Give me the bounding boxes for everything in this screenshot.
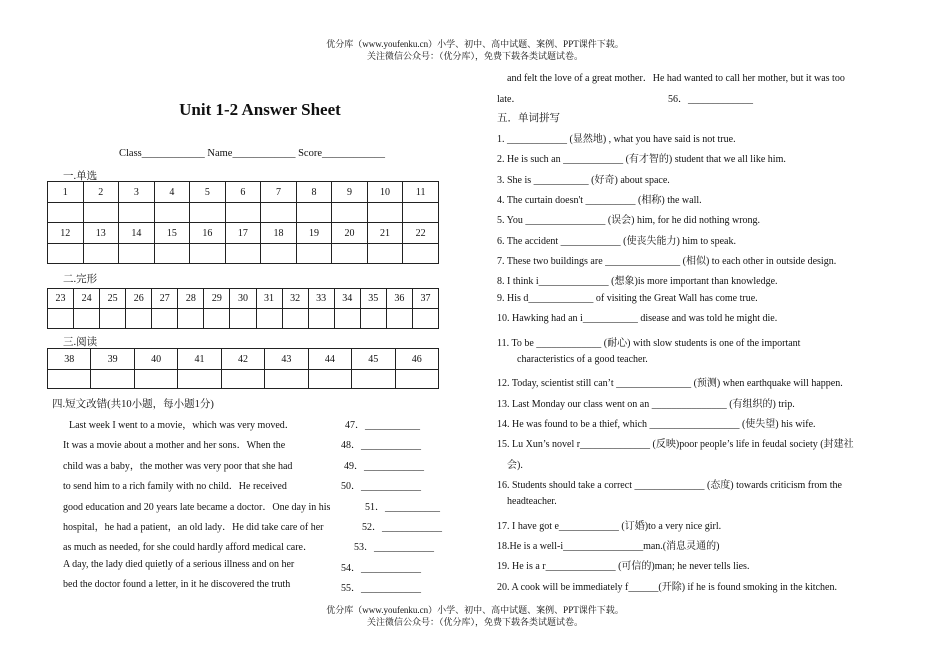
- cloze-number-label: 25: [100, 289, 126, 309]
- single-choice-number-label: 19: [296, 223, 332, 244]
- single-choice-answer-cell[interactable]: [154, 244, 190, 264]
- single-choice-answer-cell[interactable]: [48, 203, 84, 223]
- cloze-number-label: 34: [334, 289, 360, 309]
- single-choice-number-label: 11: [403, 182, 439, 203]
- cloze-answer-cell[interactable]: [412, 309, 438, 329]
- single-choice-number-label: 8: [296, 182, 332, 203]
- single-choice-number-label: 10: [367, 182, 403, 203]
- reading-answer-cell[interactable]: [178, 370, 221, 389]
- spelling-item: 18.He is a well-i________________man.(消息灵通的): [497, 541, 720, 552]
- spelling-item: 10. Hawking had an i___________ disease and was told he might die.: [497, 313, 778, 325]
- reading-table: [47, 348, 439, 389]
- single-choice-number-label: 1: [48, 182, 84, 203]
- section2-heading: 二.完形: [63, 274, 98, 285]
- passage-continuation-1: and felt the love of a great mother．He had wanted to call her mother, but it was too: [507, 73, 845, 84]
- reading-answer-cell[interactable]: [48, 370, 91, 389]
- single-choice-answer-cell[interactable]: [119, 203, 155, 223]
- cloze-answer-cell[interactable]: [178, 309, 204, 329]
- header-line-2: 关注微信公众号：（优分库），免费下载各类试题试卷。: [366, 51, 583, 61]
- passage-line: as much as needed, for she could hardly afford medical care．: [63, 542, 313, 554]
- cloze-answer-cell[interactable]: [334, 309, 360, 329]
- reading-answer-cell[interactable]: [308, 370, 351, 389]
- cloze-answer-cell[interactable]: [360, 309, 386, 329]
- spelling-item: 17. I have got e____________ (订婚)to a very nice girl.: [497, 520, 722, 532]
- section4-heading: 四.短文改错(共10小题，每小题1分): [52, 399, 214, 410]
- footer-line-1: 优分库（www.youfenku.cn）小学、初中、高中试题、案例、PPT课件下载。: [326, 605, 624, 615]
- single-choice-number-label: 6: [225, 182, 261, 203]
- single-choice-answer-cell[interactable]: [261, 244, 297, 264]
- spelling-item: 11. To be _____________ (耐心) with slow students is one of the important: [497, 337, 801, 349]
- spelling-item: headteacher.: [507, 496, 557, 508]
- spelling-item: 16. Students should take a correct ______________ (态度) towards criticism from the: [497, 479, 842, 491]
- cloze-answer-cell[interactable]: [386, 309, 412, 329]
- spelling-item: 13. Last Monday our class went on an _______________ (有组织的) trip.: [497, 398, 795, 410]
- passage-line: hospital，he had a patient，an old lady．He did take care of her: [63, 522, 324, 533]
- single-choice-answer-cell[interactable]: [83, 244, 119, 264]
- spelling-item: 5. You ________________ (误会) him, for he did nothing wrong.: [497, 215, 761, 227]
- header-line-1: 优分库（www.youfenku.cn）小学、初中、高中试题、案例、PPT课件下载。: [326, 39, 624, 49]
- single-choice-table: [47, 181, 439, 264]
- single-choice-answer-cell[interactable]: [367, 244, 403, 264]
- single-choice-answer-cell[interactable]: [190, 244, 226, 264]
- spelling-item: 3. She is ___________ (好奇) about space.: [497, 174, 670, 186]
- single-choice-number-label: 7: [261, 182, 297, 203]
- reading-number-label: 44: [308, 349, 351, 370]
- answer-blank[interactable]: 50．____________: [341, 481, 421, 493]
- single-choice-number-label: 3: [119, 182, 155, 203]
- page-title: Unit 1-2 Answer Sheet: [179, 100, 341, 119]
- single-choice-answer-cell[interactable]: [83, 203, 119, 223]
- passage-line: child was a baby，the mother was very poor that she had: [63, 460, 293, 472]
- single-choice-number-label: 16: [190, 223, 226, 244]
- answer-blank[interactable]: 47．___________: [345, 420, 420, 431]
- answer-blank[interactable]: 53．____________: [354, 542, 434, 554]
- cloze-answer-cell[interactable]: [204, 309, 230, 329]
- reading-answer-cell[interactable]: [91, 370, 134, 389]
- single-choice-answer-cell[interactable]: [403, 244, 439, 264]
- passage-continuation-2: late．: [497, 94, 522, 105]
- single-choice-number-label: 9: [332, 182, 368, 203]
- student-info-line: Class____________ Name____________ Score____________: [119, 148, 385, 159]
- spelling-item: 1. ____________ (显然地) , what you have said is not true.: [497, 134, 736, 145]
- spelling-item: 20. A cook will be immediately f______(开除) if he is found smoking in the kitchen.: [497, 581, 837, 593]
- answer-blank[interactable]: 55．____________: [341, 583, 421, 595]
- single-choice-number-label: 22: [403, 223, 439, 244]
- cloze-number-label: 32: [282, 289, 308, 309]
- cloze-answer-cell[interactable]: [126, 309, 152, 329]
- spelling-item: 8. I think i______________ (想象)is more important than knowledge.: [497, 276, 778, 288]
- reading-answer-cell[interactable]: [134, 370, 177, 389]
- single-choice-number-label: 13: [83, 223, 119, 244]
- spelling-item: 14. He was found to be a thief, which __________________ (使失望) his wife.: [497, 418, 816, 430]
- section3-heading: 三.阅读: [63, 337, 98, 348]
- answer-blank[interactable]: 51．___________: [365, 501, 440, 513]
- single-choice-answer-cell[interactable]: [119, 244, 155, 264]
- single-choice-answer-cell[interactable]: [261, 203, 297, 223]
- answer-blank-56[interactable]: 56．_____________: [668, 94, 753, 105]
- cloze-number-label: 33: [308, 289, 334, 309]
- single-choice-answer-cell[interactable]: [332, 203, 368, 223]
- cloze-number-label: 23: [48, 289, 74, 309]
- single-choice-answer-cell[interactable]: [225, 244, 261, 264]
- section5-heading: 五．单词拼写: [497, 113, 560, 124]
- reading-answer-cell[interactable]: [265, 370, 308, 389]
- spelling-item: 12. Today, scientist still can’t _______________ (预测) when earthquake will happen.: [497, 378, 843, 390]
- spelling-item: 9. His d_____________ of visiting the Great Wall has come true.: [497, 292, 758, 304]
- single-choice-answer-cell[interactable]: [296, 203, 332, 223]
- spelling-item: 15. Lu Xun’s novel r______________ (反映)poor people’s life in feudal society (封建社: [497, 439, 854, 451]
- spelling-item: 会).: [507, 459, 523, 471]
- single-choice-number-label: 20: [332, 223, 368, 244]
- single-choice-answer-cell[interactable]: [367, 203, 403, 223]
- cloze-table: [47, 288, 439, 329]
- single-choice-number-label: 5: [190, 182, 226, 203]
- single-choice-answer-cell[interactable]: [296, 244, 332, 264]
- passage-line: A day, the lady died quietly of a serious illness and on her: [63, 558, 295, 570]
- cloze-number-label: 29: [204, 289, 230, 309]
- reading-answer-cell[interactable]: [395, 370, 439, 389]
- cloze-answer-cell[interactable]: [74, 309, 100, 329]
- reading-number-label: 38: [48, 349, 91, 370]
- spelling-item: 4. The curtain doesn't __________ (相称) the wall.: [497, 195, 702, 207]
- cloze-answer-cell[interactable]: [48, 309, 74, 329]
- single-choice-number-label: 17: [225, 223, 261, 244]
- single-choice-number-label: 15: [154, 223, 190, 244]
- passage-line: good education and 20 years late became a doctor．One day in his: [63, 501, 331, 513]
- cloze-number-label: 35: [360, 289, 386, 309]
- reading-number-label: 39: [91, 349, 134, 370]
- single-choice-number-label: 18: [261, 223, 297, 244]
- spelling-item: 19. He is a r______________ (可信的)man; he never tells lies.: [497, 561, 750, 573]
- single-choice-number-label: 2: [83, 182, 119, 203]
- section1-heading: 一.单选: [63, 171, 98, 182]
- reading-number-label: 43: [265, 349, 308, 370]
- answer-blank[interactable]: 52．____________: [362, 522, 442, 533]
- spelling-item: 6. The accident ____________ (使丧失能力) him to speak.: [497, 235, 736, 247]
- single-choice-answer-cell[interactable]: [332, 244, 368, 264]
- reading-number-label: 45: [352, 349, 395, 370]
- spelling-item: 7. These two buildings are _______________ (相似) to each other in outside design.: [497, 256, 837, 268]
- passage-line: to send him to a rich family with no child．He received: [63, 481, 287, 493]
- cloze-number-label: 28: [178, 289, 204, 309]
- single-choice-number-label: 14: [119, 223, 155, 244]
- single-choice-number-label: 21: [367, 223, 403, 244]
- spelling-item: 2. He is such an ____________ (有才智的) student that we all like him.: [497, 154, 786, 166]
- single-choice-answer-cell[interactable]: [403, 203, 439, 223]
- reading-number-label: 41: [178, 349, 221, 370]
- single-choice-number-label: 12: [48, 223, 84, 244]
- cloze-answer-cell[interactable]: [230, 309, 256, 329]
- cloze-number-label: 27: [152, 289, 178, 309]
- cloze-answer-cell[interactable]: [282, 309, 308, 329]
- spelling-item: characteristics of a good teacher.: [517, 353, 648, 365]
- reading-number-label: 42: [221, 349, 264, 370]
- single-choice-answer-cell[interactable]: [190, 203, 226, 223]
- cloze-answer-cell[interactable]: [152, 309, 178, 329]
- cloze-answer-cell[interactable]: [256, 309, 282, 329]
- cloze-number-label: 36: [386, 289, 412, 309]
- single-choice-answer-cell[interactable]: [154, 203, 190, 223]
- cloze-number-label: 30: [230, 289, 256, 309]
- single-choice-answer-cell[interactable]: [225, 203, 261, 223]
- footer-line-2: 关注微信公众号：（优分库），免费下载各类试题试卷。: [366, 617, 583, 627]
- cloze-answer-cell[interactable]: [308, 309, 334, 329]
- answer-blank[interactable]: 48．____________: [341, 440, 421, 452]
- answer-blank[interactable]: 54．____________: [341, 562, 421, 574]
- answer-blank[interactable]: 49．____________: [344, 460, 424, 472]
- single-choice-number-label: 4: [154, 182, 190, 203]
- cloze-number-label: 31: [256, 289, 282, 309]
- reading-number-label: 40: [134, 349, 177, 370]
- cloze-answer-cell[interactable]: [100, 309, 126, 329]
- passage-line: bed the doctor found a letter, in it he discovered the truth: [63, 579, 291, 591]
- cloze-number-label: 24: [74, 289, 100, 309]
- reading-answer-cell[interactable]: [352, 370, 395, 389]
- reading-answer-cell[interactable]: [221, 370, 264, 389]
- passage-line: It was a movie about a mother and her sons．When the: [63, 440, 286, 452]
- passage-line: Last week I went to a movie，which was very moved．: [69, 420, 295, 431]
- single-choice-answer-cell[interactable]: [48, 244, 84, 264]
- reading-number-label: 46: [395, 349, 439, 370]
- cloze-number-label: 37: [412, 289, 438, 309]
- cloze-number-label: 26: [126, 289, 152, 309]
